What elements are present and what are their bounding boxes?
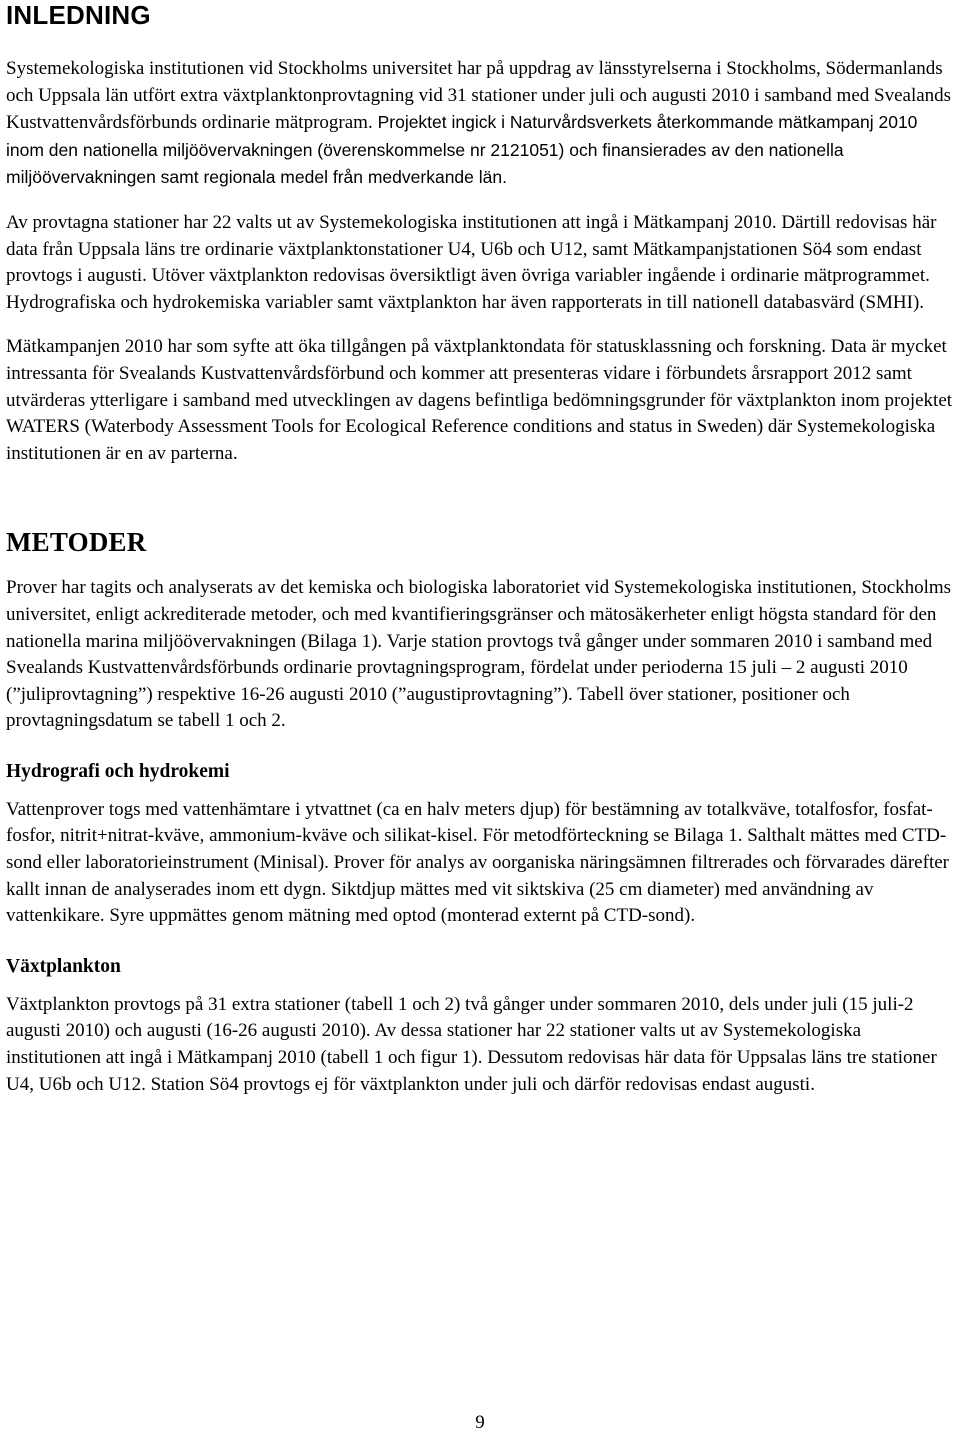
vaxtplankton-paragraph-1: Växtplankton provtogs på 31 extra stationer (tabell 1 och 2) två gånger under sommaren 2010, dels under juli (15 juli-2 augusti 2010) och augusti (16-26 augusti 2010). Av dessa stationer har 22 stationer valts ut av Systemekologiska institutionen att ingå i Mätkampanj 2010 (tabell 1 och figur 1). Dessutom redovisas här data för Uppsalas läns tre stationer U4, U6b och U12. Station Sö4 provtogs ej för växtplankton under juli och därför redovisas endast augusti. (6, 993, 937, 1095)
metoder-paragraph-1: Prover har tagits och analyserats av det kemiska och biologiska laboratoriet vid Systemekologiska institutionen, Stockholms universitet, enligt ackrediterade metoder, och med kvantifieringsgränser och mätosäkerheter enligt högsta standard för den nationella marina miljöövervakningen (Bilaga 1). Varje station provtogs två gånger under sommaren 2010 i samband med Svealands Kustvattenvårdsförbunds ordinarie provtagningsprogram, fördelat under perioderna 15 juli – 2 augusti 2010 (”juliprovtagning”) respektive 16-26 augusti 2010 (”augustiprovtagning”). Tabell över stationer, positioner och provtagningsdatum se tabell 1 och 2. (6, 577, 952, 732)
inledning-paragraph-3: Mätkampanjen 2010 har som syfte att öka tillgången på växtplanktondata för statusklassning och forskning. Data är mycket intressanta för Svealands Kustvattenvårdsförbund och kommer att presenteras vidare i förbundets årsrapport 2012 samt utvärderas ytterligare i samband med utvecklingen av dagens befintliga bedömningsgrunder för växtplankton inom projektet WATERS (Waterbody Assessment Tools for Ecological Reference conditions and status in Sweden) där Systemekologiska institutionen är en av parterna. (6, 336, 953, 464)
document-page (6, 0, 954, 1098)
section-heading-inledning: INLEDNING (6, 0, 151, 30)
hydrografi-paragraph-1: Vattenprover togs med vattenhämtare i ytvattnet (ca en halv meters djup) för bestämning av totalkväve, totalfosfor, fosfat-fosfor, nitrit+nitrat-kväve, ammonium-kväve och silikat-kisel. För metodförteckning se Bilaga 1. Salthalt mättes med CTD-sond eller laboratorieinstrument (Minisal). Prover för analys av oorganiska näringsämnen filtrerades och förvarades därefter kallt innan de analyserades inom ett dygn. Siktdjup mättes med vit siktskiva (25 cm diameter) med användning av vattenkikare. Syre uppmättes genom mätning med optod (monterad externt på CTD-sond). (6, 798, 949, 927)
subsection-heading-vaxtplankton: Växtplankton (6, 955, 121, 977)
inledning-paragraph-1-part-2: Projektet ingick i Naturvårdsverkets återkommande mätkampanj 2010 inom den nationella miljöövervakningen (överenskommelse nr 2121051) och finansierades av den nationella miljöövervakningen samt regionala medel från medverkande län. (6, 112, 918, 188)
inledning-paragraph-2: Av provtagna stationer har 22 valts ut av Systemekologiska institutionen att ingå i Mätkampanj 2010. Därtill redovisas här data från Uppsala läns tre ordinarie växtplanktonstationer U4, U6b och U12, samt Mätkampanjstationen Sö4 som endast provtogs i augusti. Utöver växtplankton redovisas översiktligt även övriga variabler ingående i ordinarie mätprogrammet. Hydrografiska och hydrokemiska variabler samt växtplankton har även rapporterats in till nationell databasvärd (SMHI). (6, 211, 937, 313)
section-heading-metoder: METODER (6, 527, 147, 558)
page-number: 9 (475, 1412, 485, 1433)
inledning-paragraph-1-part-1: Systemekologiska institutionen vid Stockholms universitet har på uppdrag av länsstyrelserna i Stockholms, Södermanlands och Uppsala län utfört extra växtplanktonprovtagning vid 31 stationer under juli och augusti 2010 i samband med Svealands Kustvattenvårdsförbunds ordinarie mätprogram. (6, 58, 952, 134)
subsection-heading-hydrografi: Hydrografi och hydrokemi (6, 760, 230, 782)
inledning-paragraph-1 (6, 56, 954, 192)
